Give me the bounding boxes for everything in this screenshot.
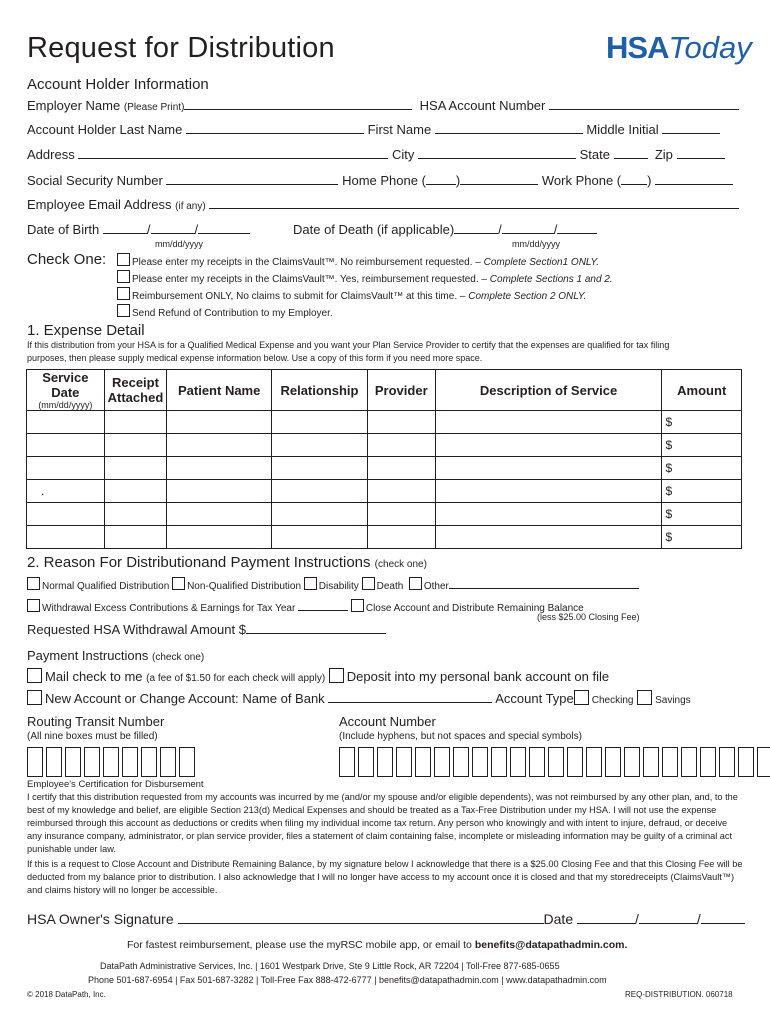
state-field[interactable] [614,147,648,159]
option-text: Reimbursement ONLY, No claims to submit for ClaimsVault™ at this time. – [132,291,466,302]
reason-death[interactable]: Death [362,581,404,592]
amount-cell[interactable]: $ [662,434,742,457]
fastest-reimbursement-note: For fastest reimbursement, please use the myRSC mobile app, or email to benefits@datapathadmin.com. [127,939,628,951]
table-row[interactable] [27,434,742,457]
dob-month-field[interactable] [103,222,147,234]
amount-cell[interactable]: $ [662,526,742,549]
name-row [27,122,720,137]
expense-intro-1: If this distribution from your HSA is for a Qualified Medical Expense and you want your Plan Service Provider to certify that the expenses are qualified for tax filing [27,340,670,350]
option-note: Complete Section1 ONLY. [483,257,600,268]
check-option-3[interactable] [117,287,586,302]
mail-check-option[interactable]: Mail check to me [27,669,143,684]
form-id: REQ-DISTRIBUTION. 060718 [625,990,733,999]
check-option-1[interactable] [117,253,599,268]
logo-today: Today [668,30,752,65]
last-name-label: Account Holder Last Name [27,122,183,137]
table-row[interactable] [27,480,742,503]
hsa-account-number-field[interactable] [549,98,739,110]
savings-option[interactable]: Savings [637,695,691,706]
city-field[interactable] [418,147,576,159]
first-name-field[interactable] [435,122,583,134]
reason-close-account[interactable]: Close Account and Distribute Remaining Balance [351,603,584,614]
option-text: Please enter my receipts in the ClaimsVault™. Yes, reimbursement requested. – [132,274,487,285]
payment-check-one-note: (check one) [152,652,205,663]
withdrawal-amount-row [27,622,386,637]
benefits-email[interactable]: benefits@datapathadmin.com. [474,939,628,951]
check-option-4[interactable] [117,304,333,319]
amount-cell[interactable]: $ [662,457,742,480]
dod-year-field[interactable] [557,222,597,234]
dob-format-hint: mm/dd/yyyy [155,239,204,249]
tax-year-field[interactable] [298,599,348,611]
email-label: Employee Email Address [27,197,172,212]
account-number-note: (Include hyphens, but not spaces and special symbols) [339,731,582,742]
withdrawal-amount-label: Requested HSA Withdrawal Amount $ [27,622,246,637]
checking-option[interactable]: Checking [574,695,634,706]
dob-row: Date of Birth / / [27,222,250,237]
signature-label: HSA Owner's Signature [27,911,174,927]
stray-mark: . [27,480,105,503]
reason-non-qualified[interactable]: Non-Qualified Distribution [172,581,301,592]
routing-label: Routing Transit Number [27,714,165,729]
reason-options-row [27,577,639,592]
option-text: Please enter my receipts in the ClaimsVault™. No reimbursement requested. – [132,257,481,268]
dob-year-field[interactable] [198,222,250,234]
employer-name-label: Employer Name [27,98,121,113]
reason-withdrawal-excess[interactable]: Withdrawal Excess Contributions & Earnings for Tax Year [27,603,295,614]
address-field[interactable] [78,147,388,159]
signature-date-label: Date [543,911,574,927]
address-label: Address [27,147,75,162]
service-date-format: (mm/dd/yyyy) [38,400,93,410]
email-field[interactable] [209,197,739,209]
zip-label: Zip [654,147,673,162]
col-patient-name: Patient Name [167,370,272,411]
amount-cell[interactable]: $ [662,503,742,526]
certification-paragraph-1: I certify that this distribution requested from my accounts was incurred by me (and/or my spouse and/or eligible dependents), was not reimbursed by any other plan, and, to the best of my knowledge and belief, are eligible Section 213(d) Medical Expenses and should be treated as a Tax-Free Distribution under my HSA. I will not use the expense reimbursed through this account as deductions or credits when filing my individual income tax return. Any person who knowingly and with intent to injure, defraud, or deceive any insurance company, administrator, or plan service provider, files a statement of claim containing false, incomplete or misleading information may be guilty of a criminal act punishable under law. [27,792,738,854]
reason-normal[interactable]: Normal Qualified Distribution [27,581,169,592]
dod-day-field[interactable] [502,222,554,234]
dob-day-field[interactable] [151,222,195,234]
check-option-2[interactable] [117,270,613,285]
if-any-note: (if any) [175,201,206,212]
checkbox[interactable] [117,287,130,300]
page-title: Request for Distribution [27,32,335,64]
first-name-label: First Name [367,122,432,137]
state-label: State [579,147,610,162]
amount-cell[interactable]: $ [662,480,742,503]
signature-day-field[interactable] [639,912,697,924]
dod-format-hint: mm/dd/yyyy [512,239,561,249]
middle-initial-label: Middle Initial [586,122,659,137]
mail-check-row [27,668,609,684]
signature-field[interactable] [178,912,544,924]
routing-note: (All nine boxes must be filled) [27,731,158,742]
option-text: Send Refund of Contribution to my Employer. [132,308,333,319]
certification-paragraph-2: If this is a request to Close Account and Distribute Remaining Balance, by my signature below I acknowledge that there is a $25.00 Closing Fee and that this Closing Fee will be deducted from my balance prior to distribution. I also acknowledge that I will no longer have access to my account once it is closed and that my storedreceipts (ClaimsVault™) and claims history will no longer be accessible. [27,859,743,895]
check-one-label: Check One: [27,251,107,268]
payment-heading: Payment Instructions (check one) [27,648,205,663]
reason-heading: 2. Reason For Distributionand Payment Instructions (check one) [27,554,427,571]
work-phone-label: Work Phone ( [541,173,622,188]
account-number-label: Account Number [339,714,436,729]
col-provider: Provider [367,370,435,411]
checkbox[interactable] [117,304,130,317]
employer-name-field[interactable] [184,98,412,110]
bank-name-field[interactable] [328,691,492,703]
please-print-note: (Please Print) [123,102,185,113]
dod-month-field[interactable] [454,222,498,234]
signature-month-field[interactable] [577,912,635,924]
zip-field[interactable] [677,147,725,159]
dob-label: Date of Birth [27,222,100,237]
ssn-field[interactable] [166,173,338,185]
logo-hsa: HSA [606,30,669,65]
new-account-option[interactable]: New Account or Change Account: [27,691,239,706]
home-phone-field[interactable] [460,173,538,185]
account-type-label: Account Type [495,691,574,706]
deposit-option[interactable]: Deposit into my personal bank account on file [329,669,609,684]
table-row[interactable] [27,457,742,480]
employer-name-row [27,98,739,113]
col-service-date: Service Date (mm/dd/yyyy) [27,370,105,411]
address-row [27,147,725,162]
expense-heading: 1. Expense Detail [27,322,145,339]
dod-label: Date of Death (if applicable) [293,222,455,237]
amount-cell[interactable]: $ [662,411,742,434]
table-row[interactable] [27,411,742,434]
option-note: Complete Section 2 ONLY. [468,291,587,302]
expense-header-row [27,370,742,411]
phone-row: Social Security Number Home Phone ( ) Work Phone ( ) [27,173,733,188]
col-description: Description of Service [435,370,662,411]
hsa-account-number-label: HSA Account Number [419,98,546,113]
reason-other[interactable]: Other [409,581,449,592]
withdrawal-excess-row [27,599,584,614]
account-number-boxes[interactable] [339,747,770,777]
signature-year-field[interactable] [701,912,745,924]
checkbox[interactable] [117,270,130,283]
expense-table [26,369,742,549]
option-note: Complete Sections 1 and 2. [489,274,613,285]
work-phone-field[interactable] [655,173,733,185]
expense-intro-2: purposes, then please supply medical expense information below. Use a copy of this form if you need more space. [27,353,483,363]
col-amount: Amount [662,370,742,411]
reason-disability[interactable]: Disability [304,581,359,592]
last-name-field[interactable] [186,122,364,134]
email-row [27,197,739,212]
copyright: © 2018 DataPath, Inc. [27,990,106,999]
signature-row: HSA Owner's Signature Date / / [27,911,745,927]
ssn-label: Social Security Number [27,173,163,188]
col-relationship: Relationship [272,370,368,411]
new-account-row [27,690,691,706]
table-row[interactable] [27,503,742,526]
withdrawal-amount-field[interactable] [246,622,386,634]
closing-fee-note: (less $25.00 Closing Fee) [537,612,640,622]
reason-check-one-note: (check one) [374,559,427,570]
bank-name-label: Name of Bank [242,691,325,706]
table-row[interactable] [27,526,742,549]
account-holder-heading: Account Holder Information [27,76,209,93]
hsatoday-logo [606,30,752,66]
dod-row: Date of Death (if applicable) / / [293,222,597,237]
col-receipt-attached: Receipt Attached [104,370,167,411]
checkbox[interactable] [117,253,130,266]
check-fee-note: (a fee of $1.50 for each check will apply) [146,673,326,684]
home-phone-area-field[interactable] [426,173,456,185]
middle-initial-field[interactable] [662,122,720,134]
work-phone-area-field[interactable] [621,173,647,185]
city-label: City [391,147,415,162]
home-phone-label: Home Phone ( [342,173,426,188]
certification-heading: Employee's Certification for Disbursement [27,779,204,790]
company-contact: Phone 501-687-6954 | Fax 501-687-3282 | Toll-Free Fax 888-472-6777 | benefits@datapathadmin.com | www.datapathadmin.com [88,975,607,985]
company-address: DataPath Administrative Services, Inc. | 1601 Westpark Drive, Ste 9 Little Rock, AR 72204 | Toll-Free 877-685-0655 [100,961,560,971]
routing-number-boxes[interactable] [27,747,198,777]
other-field[interactable] [449,577,639,589]
